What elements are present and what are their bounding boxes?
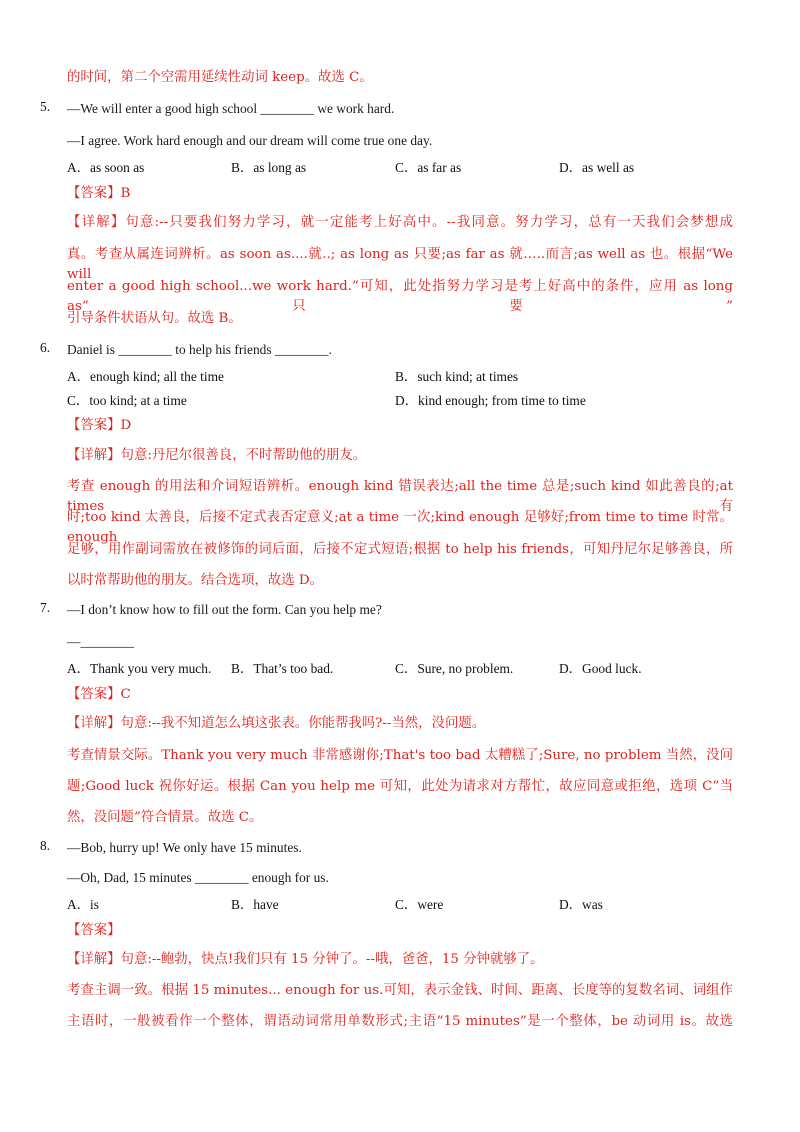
detail-line: 题;Good luck 祝你好运。根据 Can you help me 可知，此处为请求对方帮忙，故应同意或拒绝，选项 C“当 — [67, 779, 733, 794]
option-c: C．Sure, no problem. — [395, 661, 514, 676]
option-b: B．as long as — [231, 160, 307, 175]
detail-line: 真。考查从属连词辨析。as soon as....就..; as long as 只要;as far as 就…..而言;as well as 也。根据“We will — [67, 247, 733, 282]
option-a: A．enough kind; all the time — [67, 369, 224, 384]
option-a: A．Thank you very much. — [67, 661, 212, 676]
option-b: B．have — [231, 897, 279, 912]
question-number: 7. — [40, 600, 51, 615]
question-stem: —Bob, hurry up! We only have 15 minutes. — [67, 840, 302, 855]
option-d: D．kind enough; from time to time — [395, 393, 586, 408]
detail-line: enter a good high school...we work hard.”可知，此处指努力学习是考上好高中的条件，应用 as long as“只要” — [67, 279, 733, 314]
detail-line: 【详解】句意:--只要我们努力学习，就一定能考上好高中。--我同意。努力学习，总有一天我们会梦想成 — [67, 215, 733, 230]
option-a: A．as soon as — [67, 160, 145, 175]
detail-line: 引导条件状语从句。故选 B。 — [67, 311, 242, 326]
detail-line: 考查情景交际。Thank you very much 非常感谢你;That's too bad 太糟糕了;Sure, no problem 当然，没问 — [67, 748, 733, 763]
option-c: C．as far as — [395, 160, 462, 175]
detail-line: 时;too kind 太善良，后接不定式表否定意义;at a time 一次;kind enough 足够好;from time to time 时常。enough — [67, 510, 733, 545]
answer-label: 【答案】 — [67, 923, 121, 938]
detail-line: 主语时，一般被看作一个整体，谓语动词常用单数形式;主语“15 minutes”是一个整体，be 动词用 is。故选 — [67, 1014, 733, 1029]
detail-line: 以时常帮助他的朋友。结合选项，故选 D。 — [67, 573, 324, 588]
q4-explanation-tail: 的时间，第二个空需用延续性动词 keep。故选 C。 — [67, 70, 373, 85]
detail-line: 足够，用作副词需放在被修饰的词后面，后接不定式短语;根据 to help his friends，可知丹尼尔足够善良，所 — [67, 542, 733, 557]
option-a: A．is — [67, 897, 99, 912]
option-c: C．too kind; at a time — [67, 393, 187, 408]
question-stem: Daniel is ________ to help his friends ________. — [67, 342, 332, 357]
detail-line: 然，没问题”符合情景。故选 C。 — [67, 810, 263, 825]
detail-line: 【详解】句意:丹尼尔很善良，不时帮助他的朋友。 — [67, 448, 367, 463]
question-stem-reply: —________ — [67, 634, 134, 649]
option-c: C．were — [395, 897, 444, 912]
answer-label: 【答案】D — [67, 418, 132, 433]
detail-line: 考查主调一致。根据 15 minutes... enough for us.可知，表示金钱、时间、距离、长度等的复数名词、词组作 — [67, 983, 733, 998]
question-number: 5. — [40, 99, 51, 114]
question-stem-reply: —Oh, Dad, 15 minutes ________ enough for us. — [67, 870, 329, 885]
answer-label: 【答案】C — [67, 687, 131, 702]
option-d: D．was — [559, 897, 603, 912]
question-number: 8. — [40, 838, 51, 853]
answer-label: 【答案】B — [67, 186, 131, 201]
option-b: B．such kind; at times — [395, 369, 519, 384]
question-stem: —We will enter a good high school ________ we work hard. — [67, 101, 395, 116]
question-stem: —I don’t know how to fill out the form. Can you help me? — [67, 602, 382, 617]
option-b: B．That’s too bad. — [231, 661, 334, 676]
option-d: D．Good luck. — [559, 661, 642, 676]
question-number: 6. — [40, 340, 51, 355]
detail-line: 考查 enough 的用法和介词短语辨析。enough kind 错误表达;all the time 总是;such kind 如此善良的;at times 有 — [67, 479, 733, 514]
detail-line: 【详解】句意:--我不知道怎么填这张表。你能帮我吗?--当然，没问题。 — [67, 716, 486, 731]
question-stem-reply: —I agree. Work hard enough and our dream will come true one day. — [67, 133, 433, 148]
option-d: D．as well as — [559, 160, 635, 175]
detail-line: 【详解】句意:--鲍勃，快点!我们只有 15 分钟了。--哦，爸爸，15 分钟就够了。 — [67, 952, 544, 967]
